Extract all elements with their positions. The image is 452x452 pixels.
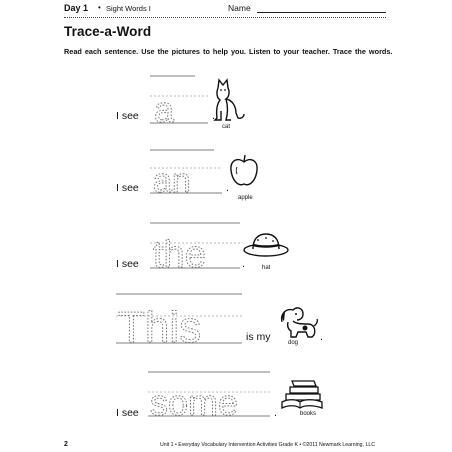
dog-icon [276, 304, 320, 340]
footer-credit: Unit 1 • Everyday Vocabulary Intervention Activities Grade K • ©2011 Newmark Learning, LLC [160, 442, 375, 448]
trace-word: some [150, 382, 239, 423]
trace-word-area[interactable] [116, 292, 246, 352]
sentence-period: . [226, 182, 230, 194]
unit-label: Sight Words I [106, 4, 151, 13]
trace-word-area[interactable] [150, 72, 210, 130]
trace-word: This [118, 303, 202, 352]
hat-icon [242, 230, 290, 260]
page-title: Trace-a-Word [64, 24, 152, 39]
picture-caption: cat [222, 124, 231, 130]
sentence-period: . [242, 258, 246, 270]
trace-word: a [154, 89, 175, 130]
sentence-prefix: I see [116, 258, 139, 270]
cat-icon [204, 78, 246, 122]
header-bullet: • [98, 3, 101, 12]
sentence-period: . [320, 331, 324, 343]
header-divider [64, 17, 386, 18]
picture-caption: books [300, 411, 317, 417]
day-label: Day 1 [64, 3, 89, 13]
name-label: Name [228, 3, 251, 13]
sentence-prefix: I see [116, 407, 139, 419]
trace-word-area[interactable] [150, 148, 225, 200]
sentence-period: . [212, 110, 216, 122]
picture-caption: hat [262, 265, 271, 271]
apple-icon [228, 153, 260, 189]
page-number: 2 [64, 441, 68, 448]
trace-word: the [153, 234, 206, 276]
sentence-period: . [274, 407, 278, 419]
sentence-prefix: I see [116, 110, 139, 122]
trace-word: an [153, 162, 191, 200]
instructions: Read each sentence. Use the pictures to help you. Listen to your teacher. Trace the words. [64, 47, 393, 56]
picture-caption: apple [238, 195, 253, 201]
trace-word-area[interactable] [148, 370, 274, 423]
page-header [64, 0, 386, 16]
sentence-suffix: is my [246, 331, 271, 343]
name-write-line[interactable] [257, 12, 386, 13]
sentence-prefix: I see [116, 182, 139, 194]
trace-word-area[interactable] [150, 221, 242, 276]
books-icon [278, 377, 328, 411]
picture-caption: dog [288, 340, 299, 346]
